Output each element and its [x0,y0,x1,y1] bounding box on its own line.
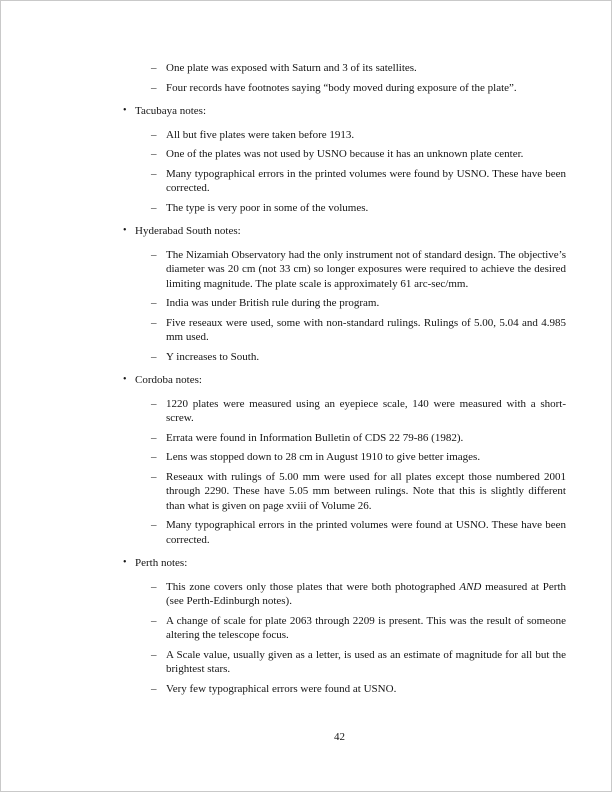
dash-marker: – [151,470,157,483]
section-label: Cordoba notes: [135,374,202,386]
dash-marker: – [151,316,157,329]
dash-marker: – [151,128,157,141]
list-item [151,580,566,609]
dash-marker: – [151,81,157,94]
list-item [151,397,566,426]
list-item [151,682,566,697]
list-item-text: Errata were found in Information Bulletin of CDS 22 79-86 (1982). [166,431,464,444]
list-item-text: One of the plates was not used by USNO because it has an unknown plate center. [166,148,524,160]
list-item [151,61,566,76]
section-label: Tacubaya notes: [135,105,207,117]
text-block [113,61,566,696]
bullet-icon: • [123,225,127,236]
list-item [151,450,566,465]
cordoba-item-list [113,397,566,548]
list-item [151,296,566,311]
dash-marker: – [151,397,157,410]
list-item [151,128,566,143]
dash-marker: – [151,519,157,531]
dash-marker: – [151,614,157,627]
list-item-text: All but five plates were taken before 1913. [166,128,355,141]
section-label: Hyderabad South notes: [135,225,241,237]
section-hyderabad-south [123,224,566,239]
list-item [151,201,566,216]
list-item [151,316,566,345]
list-item-text: India was under British rule during the program. [166,297,380,309]
item-text-part: measured at Perth (see Perth-Edinburgh notes). [166,580,566,607]
bullet-icon: • [123,374,127,385]
bullet-icon: • [123,557,127,568]
list-item-text: Very few typographical errors were found at USNO. [166,682,397,695]
dash-marker: – [151,350,157,363]
tacubaya-item-list [113,128,566,216]
list-item-text: Four records have footnotes saying “body moved during exposure of the plate”. [166,81,517,94]
dash-marker: – [151,297,157,309]
section-perth [123,556,566,571]
list-item-text: Five reseaux were used, some with non-standard rulings. Rulings of 5.00, 5.04 and 4.985 mm used. [166,316,566,343]
list-item [151,431,566,446]
list-item [151,248,566,292]
continued-item-list [113,61,566,95]
list-item-text: Many typographical errors in the printed volumes were found at USNO. These have been corrected. [166,519,566,546]
dash-marker: – [151,167,157,180]
list-item [151,81,566,96]
dash-marker: – [151,682,157,695]
section-tacubaya [123,104,566,119]
page-number: 42 [334,731,345,743]
list-item [151,518,566,547]
dash-marker: – [151,201,157,214]
page-footer [113,730,566,745]
section-cordoba [123,373,566,388]
list-item-text: Reseaux with rulings of 5.00 mm were used for all plates except those numbered 2001 through 2290. These have 5.05 mm between rulings. Note that this is slightly different than what is given on page xviii of Volume 26. [166,470,566,512]
dash-marker: – [151,648,157,661]
dash-marker: – [151,62,157,74]
list-item-text: The Nizamiah Observatory had the only instrument not of standard design. The objective’s diameter was 20 cm (not 33 cm) so longer exposures were required to achieve the desired limiting magnitude. The plate scale is approximately 61 arc-sec/mm. [166,248,566,290]
list-item [151,648,566,677]
list-item-text: Lens was stopped down to 28 cm in August 1910 to give better images. [166,451,481,463]
section-label: Perth notes: [135,557,188,569]
list-item-text: 1220 plates were measured using an eyepiece scale, 140 were measured with a short-screw. [166,397,566,424]
dash-marker: – [151,148,157,160]
list-item-text: One plate was exposed with Saturn and 3 of its satellites. [166,62,417,74]
list-item-text [166,580,566,609]
list-item-text: A change of scale for plate 2063 through 2209 is present. This was the result of someone altering the telescope focus. [166,614,566,641]
perth-item-list [113,580,566,697]
list-item-text: The type is very poor in some of the volumes. [166,201,369,214]
item-text-italic: AND [459,580,482,593]
list-item-text: A Scale value, usually given as a letter, is used as an estimate of magnitude for all but the brightest stars. [166,648,566,675]
list-item [151,147,566,162]
list-item [151,167,566,196]
hyderabad-south-item-list [113,248,566,365]
dash-marker: – [151,431,157,444]
list-item-text: Many typographical errors in the printed volumes were found by USNO. These have been corrected. [166,167,566,194]
dash-marker: – [151,248,157,261]
list-item [151,614,566,643]
item-text-part: This zone covers only those plates that were both photographed [166,580,460,593]
list-item [151,350,566,365]
list-item [151,470,566,514]
list-item-text: Y increases to South. [166,350,260,363]
bullet-icon: • [123,105,127,116]
dash-marker: – [151,451,157,463]
dash-marker: – [151,580,157,593]
